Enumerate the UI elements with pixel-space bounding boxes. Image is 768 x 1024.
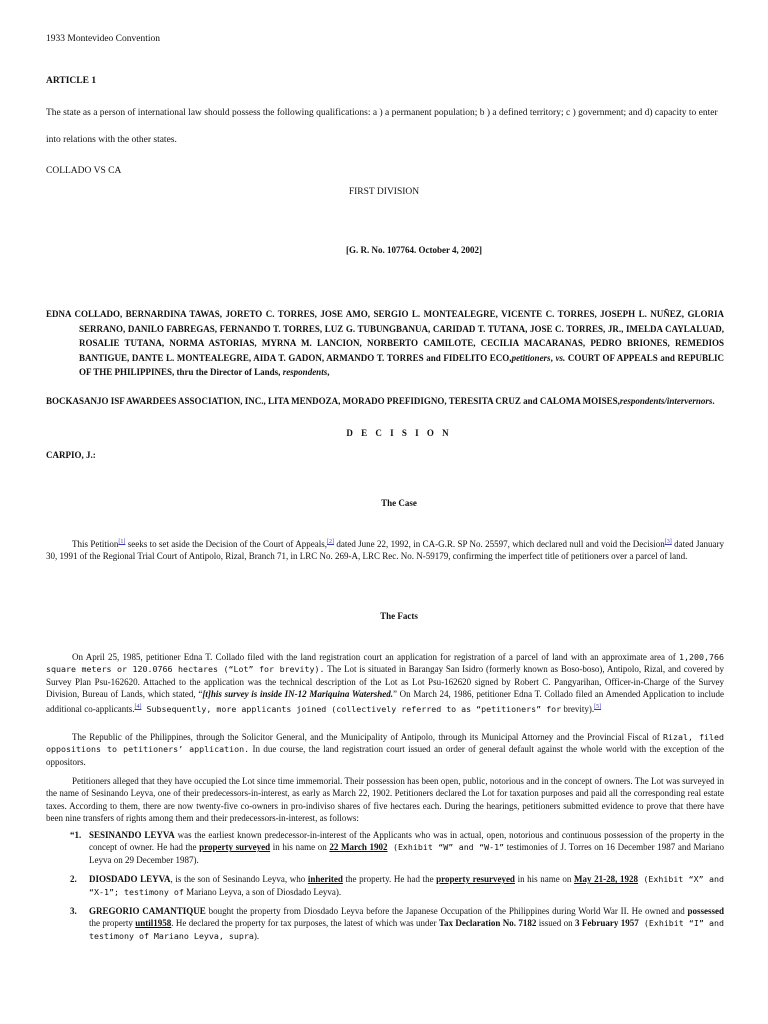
- emphasis: May 21-28, 1928: [574, 874, 638, 885]
- facts-paragraph-1: [46, 651, 724, 715]
- punctuation: ,: [327, 367, 330, 377]
- text-run: (Exhibit “I” and testimony of Mariano Leyva, supra: [89, 918, 724, 941]
- text-run: . He declared the property for tax purposes, the latest of which was under: [171, 918, 439, 929]
- text-run: bought the property from Diosdado Leyva before the Japanese Occupation of the Philippines during World War II. He owned and: [205, 906, 688, 917]
- emphasis: property resurveyed: [436, 874, 515, 885]
- emphasis: inherited: [307, 874, 343, 885]
- versus-label: vs.: [555, 352, 566, 363]
- footnote-link[interactable]: [5]: [594, 703, 602, 710]
- emphasis: 3 February 1957: [574, 918, 639, 929]
- footnote-link[interactable]: [3]: [664, 539, 672, 545]
- text-run: the property. He had the: [342, 874, 437, 885]
- punctuation: .: [712, 395, 715, 406]
- transfers-list: [70, 829, 724, 949]
- case-title: COLLADO VS CA: [46, 166, 122, 176]
- text-run: in his name on: [270, 842, 330, 853]
- text-run: On April 25, 1985, petitioner Edna T. Collado filed with the land registration court an application for registration of a parcel of land with an approximate area of: [72, 652, 680, 662]
- document-header: 1933 Montevideo Convention: [46, 34, 160, 44]
- emphasis: Tax Declaration No. 7182: [438, 918, 537, 929]
- gr-number: [G. R. No. 107764. October 4, 2002]: [345, 245, 483, 255]
- text-run: brevity).: [561, 703, 595, 714]
- quoted-text: [t]his survey is inside IN-12 Mariquina Watershed.: [202, 689, 393, 700]
- footnote-link[interactable]: [4]: [134, 703, 142, 710]
- facts-paragraph-2: [46, 731, 724, 768]
- text-run: Rizal, filed oppositions to petitioners’ application.: [46, 732, 724, 755]
- person-name: SESINANDO LEYVA: [89, 830, 175, 840]
- respondent-names: COURT OF APPEALS and REPUBLIC OF THE PHILIPPINES, thru the Director of Lands,: [79, 352, 724, 377]
- emphasis: property surveyed: [199, 842, 271, 853]
- footnote-link[interactable]: [2]: [326, 539, 334, 545]
- facts-paragraph-3: [46, 775, 724, 825]
- text-run: in his name on: [514, 874, 575, 885]
- text-run: Subsequently, more applicants joined (collectively referred to as “petitioners” for: [141, 703, 562, 714]
- text-run: The Lot is situated in Barangay San Isidro (formerly known as Boso-boso), Antipolo, Rizal, and covered by Survey Plan Psu-162620. Attached to the application was the technical description of the Lot as Lot Psu-162620 signed by Robert C. Pangyarihan, Officer-in-Charge of the Survey Division, Bureau of Lands, which stated, “: [46, 664, 725, 700]
- division-heading: FIRST DIVISION: [348, 187, 420, 197]
- text-run: was the earliest known predecessor-in-interest of the Applicants who was in actual, open, notorious and continuous possession of the property in the concept of owner. He had the: [89, 830, 725, 853]
- the-case-heading: The Case: [381, 498, 417, 508]
- petitioners-role: petitioners: [511, 352, 551, 363]
- article-title: ARTICLE 1: [46, 76, 97, 86]
- text-run: Petitioners alleged that they have occupied the Lot since time immemorial. Their possession has been open, public, notorious and in the concept of owners. The Lot was surveyed in the name of Sesinando Leyva, one of their predecessors-in-interest, as early as March 22, 1902. Petitioners declared the Lot for taxation purposes and paid all the corresponding real estate taxes. According to them, there are now twenty-five co-owners in pro-indiviso shares of five hectares each. During the hearings, petitioners submitted evidence to prove that there have been nine transfers of rights among them and their predecessors-in-interest, as follows:: [46, 776, 724, 824]
- the-facts-heading: The Facts: [380, 611, 418, 621]
- petitioner-names: EDNA COLLADO, BERNARDINA TAWAS, JORETO C. TORRES, JOSE AMO, SERGIO L. MONTEALEGRE, VICENTE C. TORRES, JOSEPH L. NUÑEZ, GLORIA SERRANO, DANILO FABREGAS, FERNANDO T. TORRES, LUZ G. TUBUNGBANUA, CARIDAD T. TUTANA, JOSE C. TORRES, JR., IMELDA CAYLALUAD, ROSALIE TUTANA, NORMA ASTORIAS, MYRNA M. LANCION, NORBERTO CAMILOTE, CECILIA MACARANAS, PEDRO BRIONES, REMEDIOS BANTIGUE, DANTE L. MONTEALEGRE, AIDA T. GADON, ARMANDO T. TORRES and FIDELITO ECO,: [46, 309, 724, 363]
- respondents-role: respondents: [282, 367, 328, 377]
- list-item-number: “1.: [70, 830, 82, 840]
- text-run: dated June 22, 1992, in CA-G.R. SP No. 25597, which declared null and void the Decision: [333, 539, 665, 549]
- list-item-number: 3.: [70, 906, 77, 917]
- the-case-paragraph: [46, 536, 724, 563]
- text-run: This Petition: [72, 539, 119, 549]
- person-name: GREGORIO CAMANTIQUE: [89, 906, 206, 917]
- emphasis: possessed: [687, 906, 725, 917]
- footnote-link[interactable]: [1]: [118, 539, 126, 545]
- text-run: seeks to set aside the Decision of the Court of Appeals,: [125, 539, 327, 549]
- person-name: DIOSDADO LEYVA: [89, 874, 171, 885]
- text-run: Mariano Leyva, a son of Diosdado Leyva).: [183, 886, 342, 897]
- text-run: In due course, the land registration court issued an order of general default against the whole world with the exception of the oppositors.: [46, 744, 724, 767]
- intervenor-names: BOCKASANJO ISF AWARDEES ASSOCIATION, INC., LITA MENDOZA, MORADO PREFIDIGNO, TERESITA CRUZ and CALOMA MOISES,: [46, 395, 620, 406]
- list-item: [70, 829, 724, 866]
- decision-heading: D E C I S I O N: [346, 428, 452, 438]
- text-run: The Republic of the Philippines, through the Solicitor General, and the Municipality of Antipolo, through its Municipal Attorney and the Provincial Fiscal of: [72, 732, 663, 742]
- petitioners-paragraph: EDNA COLLADO, BERNARDINA TAWAS, JORETO C. TORRES, JOSE AMO, SERGIO L. MONTEALEGRE, VICENTE C. TORRES, JOSEPH L. NUÑEZ, GLORIA SERRANO, DANILO FABREGAS, FERNANDO T. TORRES, LUZ G. TUBUNGBANUA, CARIDAD T. TUTANA, JOSE C. TORRES, JR., IMELDA CAYLALUAD, ROSALIE TUTANA, NORMA ASTORIAS, MYRNA M. LANCION, NORBERTO CAMILOTE, CECILIA MACARANAS, PEDRO BRIONES, REMEDIOS BANTIGUE, DANTE L. MONTEALEGRE, AIDA T. GADON, ARMANDO T. TORRES and FIDELITO ECO,petitioners, vs. COURT OF APPEALS and REPUBLIC OF THE PHILIPPINES, thru the Director of Lands, respondents,: [46, 309, 724, 377]
- list-item: [70, 905, 724, 942]
- text-run: (Exhibit “W” and “W-1”: [387, 842, 505, 853]
- ponente: CARPIO, J.:: [46, 450, 96, 460]
- text-run: testimonies of J. Torres on 16 December 1987 and Mariano Leyva on 29 December 1987).: [89, 842, 725, 865]
- intervenors-paragraph: [46, 394, 724, 409]
- emphasis: until1958: [135, 918, 172, 929]
- text-run: ).: [253, 930, 260, 941]
- text-run: the property: [89, 918, 136, 929]
- list-item: [70, 873, 724, 898]
- article-text: The state as a person of international law should possess the following qualifications: a ) a permanent population; b ) a defined territory; c ) government; and d) capacity to enter into relations with the other states.: [46, 108, 718, 145]
- text-run: ” On March 24, 1986, petitioner Edna T. Collado filed an Amended Application to include additional co-applicants.: [46, 689, 724, 714]
- text-run: (Exhibit “X” and “X-1”; testimony of: [89, 874, 724, 897]
- text-run: 1,200,766 square meters or 120.0766 hectares (“Lot” for brevity).: [46, 652, 724, 675]
- text-run: dated January 30, 1991 of the Regional Trial Court of Antipolo, Rizal, Branch 71, in LRC No. 269-A, LRC Rec. No. N-59179, confirming the imperfect title of petitioners over a parcel of land.: [46, 539, 724, 562]
- intervenors-role: respondents/intervernors: [619, 395, 713, 406]
- list-item-number: 2.: [70, 874, 77, 885]
- emphasis: 22 March 1902: [329, 842, 388, 853]
- text-run: , is the son of Sesinando Leyva, who: [170, 874, 308, 885]
- parties-block: [46, 307, 724, 408]
- text-run: issued on: [536, 918, 575, 929]
